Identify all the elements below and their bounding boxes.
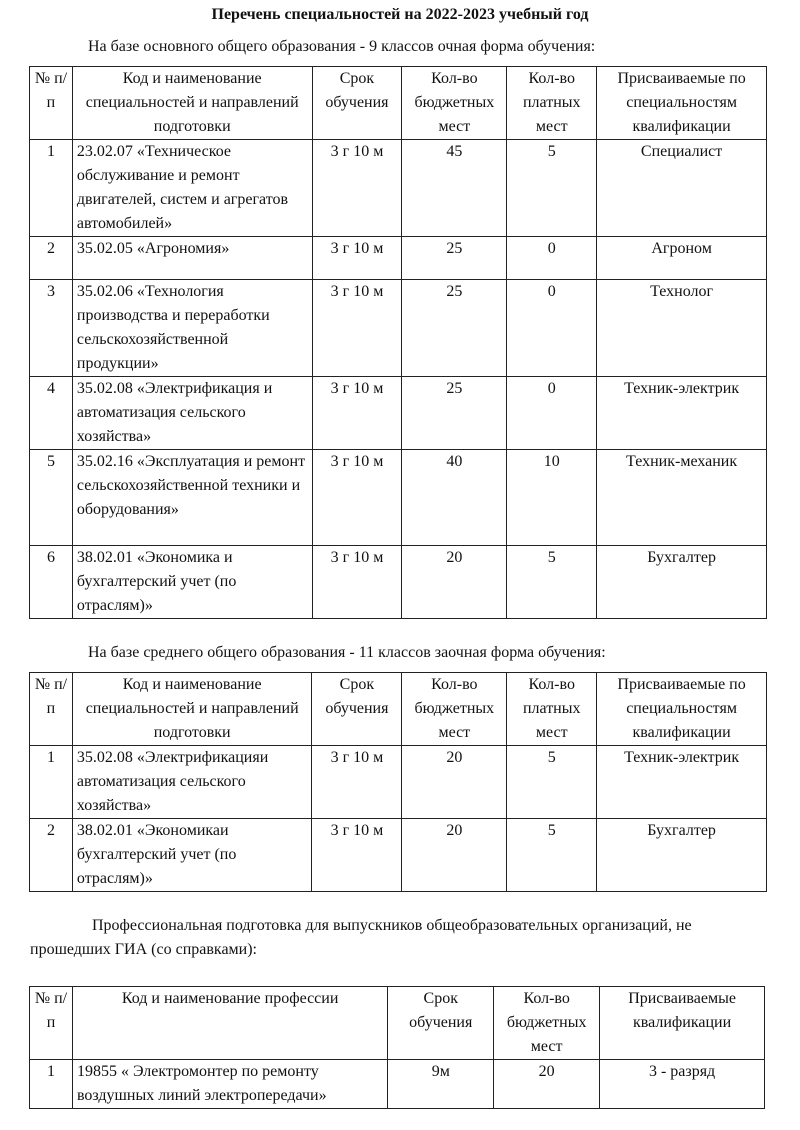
row-duration: 3 г 10 м bbox=[312, 819, 402, 892]
row-specialty: 38.02.01 «Экономикаи бухгалтерский учет (по отраслям)» bbox=[72, 819, 312, 892]
row-paid: 5 bbox=[507, 746, 597, 819]
section1-heading: На базе основного общего образования - 9 классов очная форма обучения: bbox=[88, 38, 596, 55]
table-row bbox=[30, 546, 767, 619]
header-paid: Кол-во платных мест bbox=[507, 673, 597, 746]
header-qualification: Присваиваемые по специальностям квалификации bbox=[597, 67, 767, 140]
row-qualification: Бухгалтер bbox=[597, 546, 767, 619]
row-qualification: 3 - разряд bbox=[600, 1060, 765, 1109]
header-duration: Срок обучения bbox=[312, 673, 402, 746]
table-header-row bbox=[30, 987, 765, 1060]
row-qualification: Техник-электрик bbox=[597, 377, 767, 450]
row-qualification: Техник-механик bbox=[597, 450, 767, 546]
table-row bbox=[30, 237, 767, 280]
row-paid: 0 bbox=[507, 377, 597, 450]
row-duration: 3 г 10 м bbox=[312, 140, 402, 237]
page-title: Перечень специальностей на 2022-2023 учебный год bbox=[211, 6, 589, 23]
table-fulltime bbox=[29, 66, 767, 619]
header-budget: Кол-во бюджетных мест bbox=[494, 987, 600, 1060]
table-row bbox=[30, 280, 767, 377]
header-paid: Кол-во платных мест bbox=[507, 67, 597, 140]
row-budget: 25 bbox=[402, 237, 507, 280]
header-num: № п/п bbox=[30, 67, 73, 140]
header-duration: Срок обучения bbox=[388, 987, 494, 1060]
table-vocational bbox=[29, 986, 765, 1109]
row-qualification: Специалист bbox=[597, 140, 767, 237]
row-num: 2 bbox=[30, 819, 73, 892]
row-specialty: 35.02.08 «Электрификация и автоматизация сельского хозяйства» bbox=[72, 377, 312, 450]
row-paid: 0 bbox=[507, 237, 597, 280]
table-header-row bbox=[30, 673, 767, 746]
header-num: № п/п bbox=[30, 987, 73, 1060]
row-budget: 20 bbox=[494, 1060, 600, 1109]
row-budget: 25 bbox=[402, 377, 507, 450]
section3-heading: Профессиональная подготовка для выпускников общеобразовательных организаций, не прошедших ГИА (со справками): bbox=[30, 917, 692, 958]
row-num: 1 bbox=[30, 746, 73, 819]
row-budget: 20 bbox=[402, 746, 507, 819]
row-num: 3 bbox=[30, 280, 73, 377]
row-duration: 3 г 10 м bbox=[312, 746, 402, 819]
row-paid: 5 bbox=[507, 546, 597, 619]
header-specialty: Код и наименование специальностей и направлений подготовки bbox=[72, 673, 312, 746]
row-qualification: Агроном bbox=[597, 237, 767, 280]
row-num: 2 bbox=[30, 237, 73, 280]
section2-heading: На базе среднего общего образования - 11 классов заочная форма обучения: bbox=[88, 644, 606, 661]
row-specialty: 35.02.08 «Электрификацияи автоматизация сельского хозяйства» bbox=[72, 746, 312, 819]
table-row bbox=[30, 746, 767, 819]
row-num: 1 bbox=[30, 140, 73, 237]
row-paid: 5 bbox=[507, 819, 597, 892]
row-paid: 5 bbox=[507, 140, 597, 237]
row-specialty: 35.02.16 «Эксплуатация и ремонт сельскохозяйственной техники и оборудования» bbox=[72, 450, 312, 546]
row-duration: 3 г 10 м bbox=[312, 450, 402, 546]
header-profession: Код и наименование профессии bbox=[72, 987, 387, 1060]
row-budget: 20 bbox=[402, 546, 507, 619]
row-profession: 19855 « Электромонтер по ремонту воздушных линий электропередачи» bbox=[72, 1060, 387, 1109]
row-specialty: 38.02.01 «Экономика и бухгалтерский учет (по отраслям)» bbox=[72, 546, 312, 619]
header-specialty: Код и наименование специальностей и направлений подготовки bbox=[72, 67, 312, 140]
row-budget: 40 bbox=[402, 450, 507, 546]
row-budget: 45 bbox=[402, 140, 507, 237]
header-budget: Кол-во бюджетных мест bbox=[402, 673, 507, 746]
row-specialty: 35.02.06 «Технология производства и переработки сельскохозяйственной продукции» bbox=[72, 280, 312, 377]
row-paid: 0 bbox=[507, 280, 597, 377]
table-row bbox=[30, 377, 767, 450]
table-row bbox=[30, 819, 767, 892]
row-num: 5 bbox=[30, 450, 73, 546]
row-num: 6 bbox=[30, 546, 73, 619]
row-paid: 10 bbox=[507, 450, 597, 546]
row-specialty: 23.02.07 «Техническое обслуживание и ремонт двигателей, систем и агрегатов автомобилей» bbox=[72, 140, 312, 237]
table-header-row bbox=[30, 67, 767, 140]
row-duration: 3 г 10 м bbox=[312, 377, 402, 450]
row-qualification: Техник-электрик bbox=[597, 746, 767, 819]
row-duration: 3 г 10 м bbox=[312, 237, 402, 280]
table-row bbox=[30, 140, 767, 237]
row-duration: 3 г 10 м bbox=[312, 280, 402, 377]
row-qualification: Технолог bbox=[597, 280, 767, 377]
header-qualification: Присваиваемые квалификации bbox=[600, 987, 765, 1060]
row-duration: 3 г 10 м bbox=[312, 546, 402, 619]
row-duration: 9м bbox=[388, 1060, 494, 1109]
row-qualification: Бухгалтер bbox=[597, 819, 767, 892]
header-num: № п/п bbox=[30, 673, 73, 746]
row-budget: 25 bbox=[402, 280, 507, 377]
row-budget: 20 bbox=[402, 819, 507, 892]
header-duration: Срок обучения bbox=[312, 67, 402, 140]
header-budget: Кол-во бюджетных мест bbox=[402, 67, 507, 140]
header-qualification: Присваиваемые по специальностям квалификации bbox=[597, 673, 767, 746]
row-specialty: 35.02.05 «Агрономия» bbox=[72, 237, 312, 280]
row-num: 1 bbox=[30, 1060, 73, 1109]
table-row bbox=[30, 450, 767, 546]
row-num: 4 bbox=[30, 377, 73, 450]
table-row bbox=[30, 1060, 765, 1109]
table-correspondence bbox=[29, 672, 767, 892]
